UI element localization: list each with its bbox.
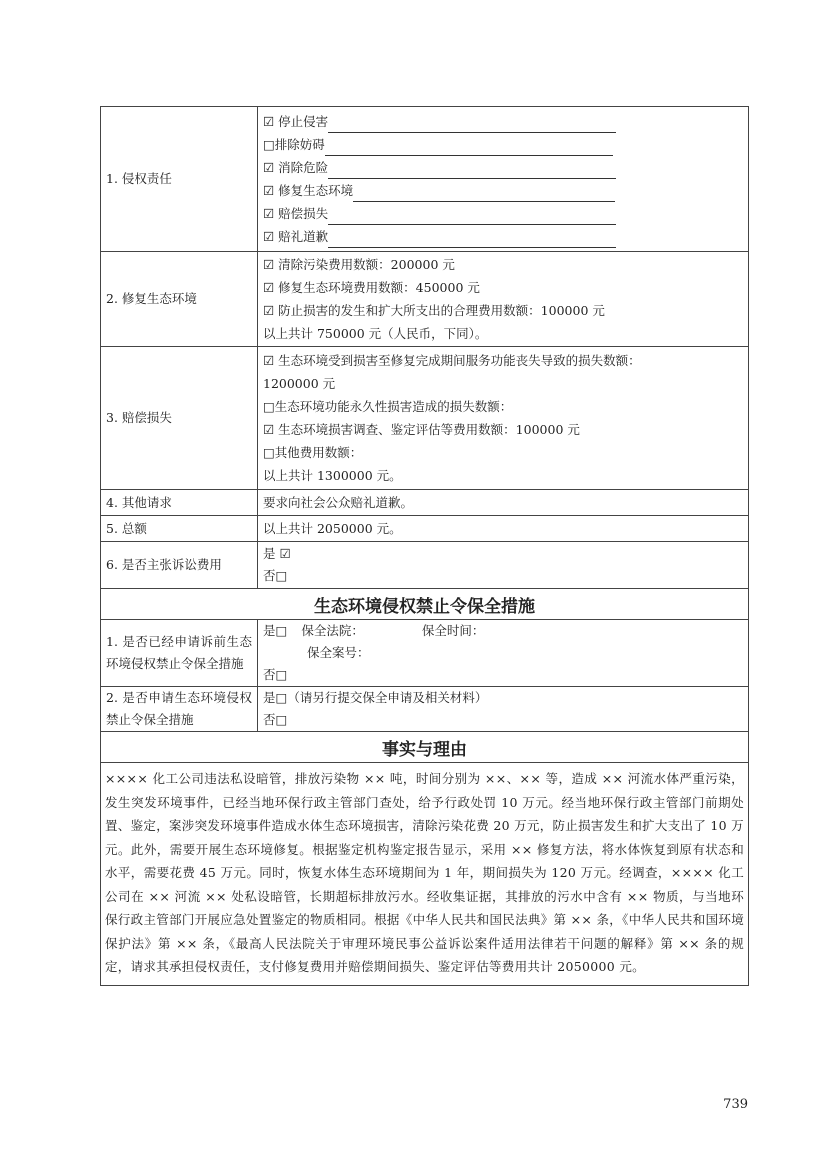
q2-note: （请另行提交保全申请及相关材料） — [287, 690, 488, 705]
row-litigation-costs — [101, 542, 749, 589]
checkbox-litigation-yes[interactable]: 是 ☑ — [263, 546, 291, 561]
item-service-loss: ☑ 生态环境受到损害至修复完成期间服务功能丧失导致的损失数额： — [263, 353, 641, 368]
checkbox-q2-yes[interactable]: 是□ — [263, 690, 288, 705]
injunction-heading: 生态环境侵权禁止令保全措施 — [101, 589, 749, 620]
row-injunction-heading — [101, 589, 749, 620]
row-total — [101, 516, 749, 542]
item-service-loss-amount: 1200000 元 — [263, 376, 336, 391]
checkbox-q2-no[interactable]: 否□ — [263, 712, 288, 727]
litigation-costs-options — [258, 542, 749, 589]
facts-text: ×××× 化工公司违法私设暗管，排放污染物 ×× 吨，时间分别为 ××、×× 等，造成 ×× 河流水体严重污染，发生突发环境事件，已经当地环保行政主管部门查处，给予行政处罚 10 万元。经当地环保行政主管部门前期处置、鉴定，案涉突发环境事件造成水体生态环境损害，清除污染花费 20 万元，防止损害发生和扩大支出了 10 万元。此外，需要开展生态环境修复。根据鉴定机构鉴定报告显示，采用 ×× 修复方法，将水体恢复到原有状态和水平，需要花费 45 万元。同时，恢复水体生态环境期间为 1 年，期间损失为 120 万元。经调查，×××× 化工公司在 ×× 河流 ×× 处私设暗管，长期超标排放污水。经收集证据，其排放的污水中含有 ×× 物质，与当地环保行政主管部门开展应急处置鉴定的物质相同。根据《中华人民共和国民法典》第 ×× 条，《中华人民共和国环境保护法》第 ×× 条，《最高人民法院关于审理环境民事公益诉讼案件适用法律若干问题的解释》第 ×× 条的规定，请求其承担侵权责任，支付修复费用并赔偿期间损失、鉴定评估等费用共计 2050000 元。 — [101, 763, 749, 986]
injunction-q2-options — [258, 687, 749, 732]
item-other-cost: □其他费用数额： — [263, 445, 363, 460]
value-other: 要求向社会公众赔礼道歉。 — [258, 490, 749, 516]
item-restoration-cost: ☑ 修复生态环境费用数额：450000 元 — [263, 280, 480, 295]
label-liability: 1. 侵权责任 — [101, 107, 258, 252]
field-preservation-case-no[interactable]: 保全案号： — [307, 645, 370, 660]
injunction-q1-options — [258, 620, 749, 687]
page-number: 739 — [723, 1097, 748, 1112]
row-compensation — [101, 347, 749, 490]
row-liability — [101, 107, 749, 252]
checkbox-q1-yes[interactable]: 是□ — [263, 623, 288, 638]
row-injunction-q1 — [101, 620, 749, 687]
option-eliminate-danger[interactable]: ☑ 消除危险 — [263, 160, 329, 175]
row-restoration — [101, 252, 749, 347]
item-restoration-total: 以上共计 750000 元（人民币，下同）。 — [263, 326, 488, 341]
row-injunction-q2 — [101, 687, 749, 732]
row-facts-body — [101, 763, 749, 986]
option-remove-obstruction[interactable]: □排除妨碍 — [263, 137, 325, 152]
label-injunction-q2: 2. 是否申请生态环境侵权禁止令保全措施 — [101, 687, 258, 732]
checkbox-litigation-no[interactable]: 否□ — [263, 568, 288, 583]
liability-options — [258, 107, 749, 252]
label-compensation: 3. 赔偿损失 — [101, 347, 258, 490]
item-compensation-total: 以上共计 1300000 元。 — [263, 468, 402, 483]
complaint-table — [100, 106, 749, 986]
field-preservation-court[interactable]: 保全法院： — [301, 623, 364, 638]
item-assessment-cost: ☑ 生态环境损害调查、鉴定评估等费用数额：100000 元 — [263, 422, 580, 437]
label-other: 4. 其他请求 — [101, 490, 258, 516]
checkbox-q1-no[interactable]: 否□ — [263, 667, 288, 682]
restoration-items — [258, 252, 749, 347]
item-permanent-loss: □生态环境功能永久性损害造成的损失数额： — [263, 399, 513, 414]
facts-heading: 事实与理由 — [101, 732, 749, 763]
option-apologize[interactable]: ☑ 赔礼道歉 — [263, 229, 329, 244]
option-restore-environment[interactable]: ☑ 修复生态环境 — [263, 183, 354, 198]
option-compensate-loss[interactable]: ☑ 赔偿损失 — [263, 206, 329, 221]
label-injunction-q1: 1. 是否已经申请诉前生态环境侵权禁止令保全措施 — [101, 620, 258, 687]
item-prevention-cost: ☑ 防止损害的发生和扩大所支出的合理费用数额：100000 元 — [263, 303, 605, 318]
compensation-items — [258, 347, 749, 490]
row-other — [101, 490, 749, 516]
row-facts-heading — [101, 732, 749, 763]
label-restoration: 2. 修复生态环境 — [101, 252, 258, 347]
item-pollution-cleanup: ☑ 清除污染费用数额：200000 元 — [263, 257, 455, 272]
value-total: 以上共计 2050000 元。 — [258, 516, 749, 542]
label-litigation-costs: 6. 是否主张诉讼费用 — [101, 542, 258, 589]
field-preservation-time[interactable]: 保全时间： — [421, 623, 485, 638]
label-total: 5. 总额 — [101, 516, 258, 542]
option-stop-infringement[interactable]: ☑ 停止侵害 — [263, 114, 329, 129]
